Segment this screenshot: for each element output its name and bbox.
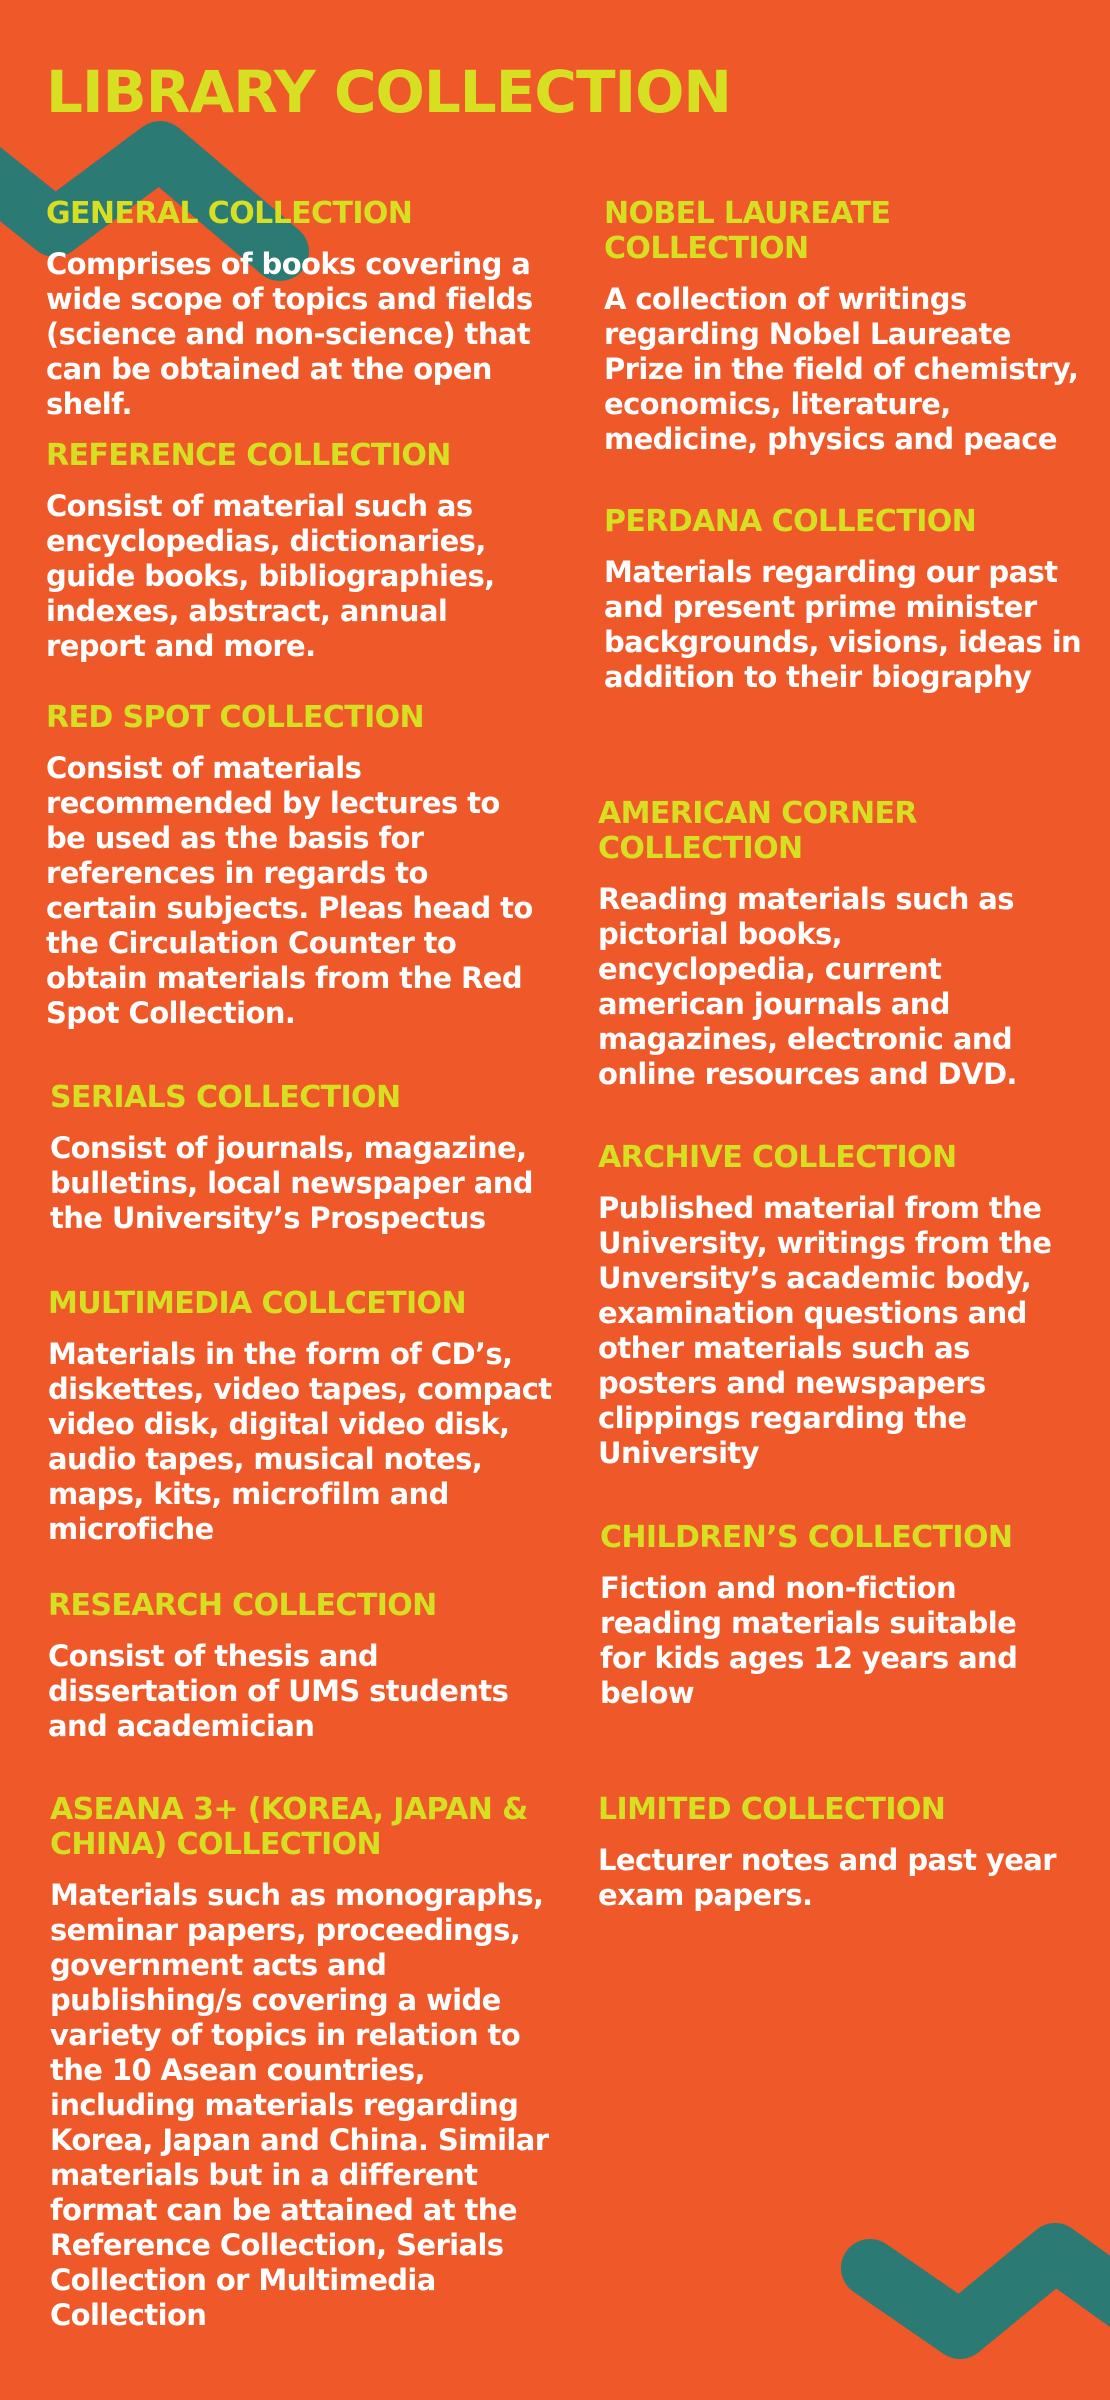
page-title: LIBRARY COLLECTION	[46, 58, 731, 126]
aseana-collection-section	[50, 1792, 570, 2333]
childrens-collection-description: Fiction and non-fiction reading materials suitable for kids ages 12 years and below	[600, 1571, 1018, 1710]
american-corner-collection-heading: AMERICAN CORNER COLLECTION	[598, 796, 917, 866]
red-spot-collection-heading: RED SPOT COLLECTION	[46, 700, 425, 735]
nobel-laureate-collection-section	[604, 196, 1084, 457]
american-corner-collection-description: Reading materials such as pictorial books, encyclopedia, current american journals and magazines, electronic and online resources and DVD.	[598, 882, 1017, 1091]
perdana-collection-description: Materials regarding our past and present prime minister backgrounds, visions, ideas in addition to their biography	[604, 555, 1082, 694]
american-corner-collection-section	[598, 796, 1058, 1092]
limited-collection-heading: LIMITED COLLECTION	[598, 1792, 946, 1827]
childrens-collection-heading: CHILDREN’S COLLECTION	[600, 1520, 1013, 1555]
research-collection-section	[48, 1588, 518, 1744]
multimedia-collection-section	[48, 1286, 558, 1547]
reference-collection-heading: REFERENCE COLLECTION	[46, 438, 451, 473]
serials-collection-heading: SERIALS COLLECTION	[50, 1080, 401, 1115]
perdana-collection-heading: PERDANA COLLECTION	[604, 504, 977, 539]
multimedia-collection-heading: MULTIMEDIA COLLCETION	[48, 1286, 466, 1321]
red-spot-collection-description: Consist of materials recommended by lectures to be used as the basis for references in regards to certain subjects. Pleas head to the Circulation Counter to obtain materials from the Red Spot Collection.	[46, 751, 533, 1030]
nobel-laureate-collection-description: A collection of writings regarding Nobel Laureate Prize in the field of chemistry, economics, literature, medicine, physics and peace	[604, 282, 1079, 456]
serials-collection-description: Consist of journals, magazine, bulletins, local newspaper and the University’s Prospectus	[50, 1131, 533, 1235]
serials-collection-section	[50, 1080, 546, 1236]
zigzag-decoration-bottom-right	[790, 2160, 1110, 2370]
multimedia-collection-description: Materials in the form of CD’s, diskettes, video tapes, compact video disk, digital video disk, audio tapes, musical notes, maps, kits, microfilm and microfiche	[48, 1337, 552, 1546]
archive-collection-heading: ARCHIVE COLLECTION	[598, 1140, 957, 1175]
archive-collection-description: Published material from the University, writings from the Unversity’s academic body, examination questions and other materials such as posters and newspapers clippings regarding the University	[598, 1191, 1052, 1470]
red-spot-collection-section	[46, 700, 546, 1031]
aseana-collection-description: Materials such as monographs, seminar papers, proceedings, government acts and publishing/s covering a wide variety of topics in relation to the 10 Asean countries, including materials regarding Korea, Japan and China. Similar materials but in a different format can be attained at the Reference Collection, Serials Collection or Multimedia Collection	[50, 1878, 549, 2332]
limited-collection-description: Lecturer notes and past year exam papers.	[598, 1843, 1056, 1912]
archive-collection-section	[598, 1140, 1098, 1471]
reference-collection-description: Consist of material such as encyclopedias, dictionaries, guide books, bibliographies, indexes, abstract, annual report and more.	[46, 489, 495, 663]
childrens-collection-section	[600, 1520, 1050, 1711]
aseana-collection-heading: ASEANA 3+ (KOREA, JAPAN & CHINA) COLLECTION	[50, 1792, 528, 1862]
research-collection-description: Consist of thesis and dissertation of UMS students and academician	[48, 1639, 509, 1743]
research-collection-heading: RESEARCH COLLECTION	[48, 1588, 437, 1623]
general-collection-heading: GENERAL COLLECTION	[46, 196, 413, 231]
general-collection-description: Comprises of books covering a wide scope of topics and fields (science and non-science) that can be obtained at the open shelf.	[46, 247, 533, 421]
general-collection-section	[46, 196, 546, 422]
nobel-laureate-collection-heading: NOBEL LAUREATE COLLECTION	[604, 196, 891, 266]
perdana-collection-section	[604, 504, 1084, 695]
reference-collection-section	[46, 438, 536, 664]
limited-collection-section	[598, 1792, 1058, 1913]
